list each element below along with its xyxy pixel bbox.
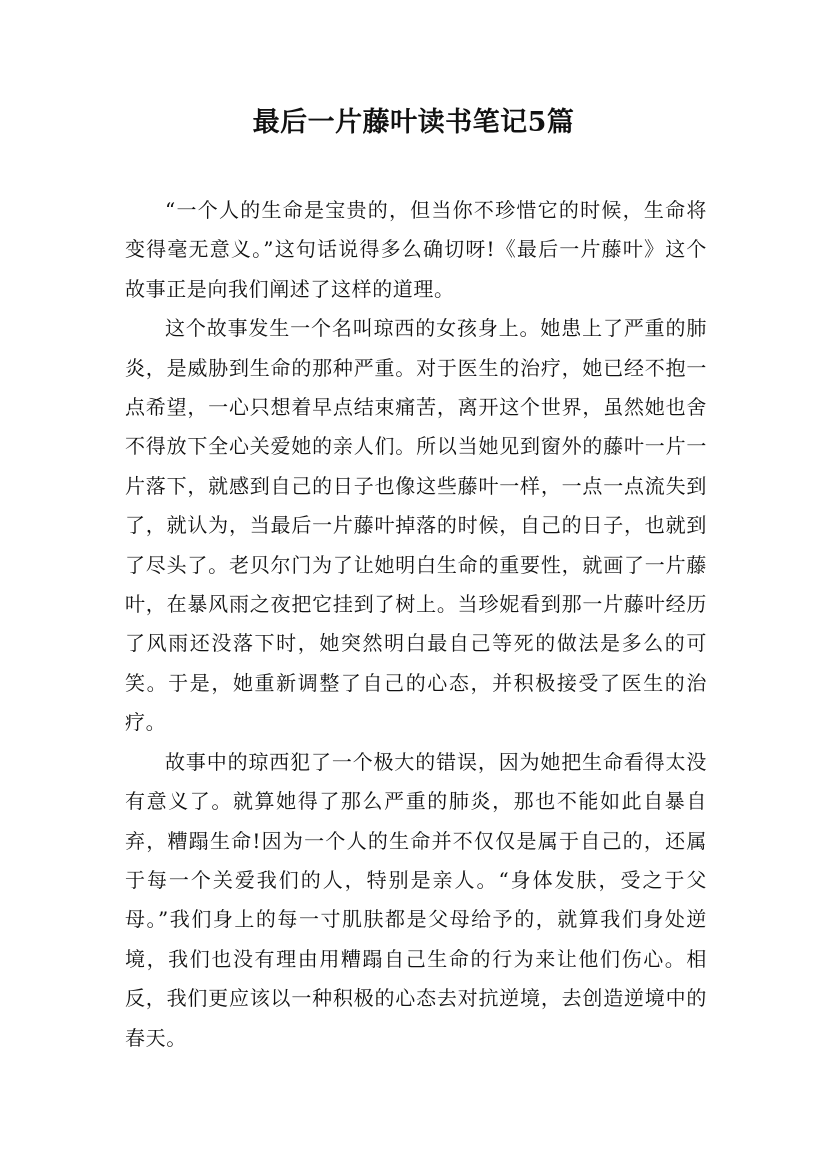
paragraph-reflection: 故事中的琼西犯了一个极大的错误，因为她把生命看得太没有意义了。就算她得了那么严重的肺炎，那也不能如此自暴自弃，糟蹋生命!因为一个人的生命并不仅仅是属于自己的，还属于每一个关爱我们的人，特别是亲人。“身体发肤，受之于父母。”我们身上的每一寸肌肤都是父母给予的，就算我们身处逆境，我们也没有理由用糟蹋自己生命的行为来让他们伤心。相反，我们更应该以一种积极的心态去对抗逆境，去创造逆境中的春天。	[125, 749, 707, 1050]
document-title: 最后一片藤叶读书笔记5篇	[252, 107, 575, 138]
paragraph-story: 这个故事发生一个名叫琼西的女孩身上。她患上了严重的肺炎，是威胁到生命的那种严重。对于医生的治疗，她已经不抱一点希望，一心只想着早点结束痛苦，离开这个世界，虽然她也舍不得放下全心关爱她的亲人们。所以当她见到窗外的藤叶一片一片落下，就感到自己的日子也像这些藤叶一样，一点一点流失到了，就认为，当最后一片藤叶掉落的时候，自己的日子，也就到了尽头了。老贝尔门为了让她明白生命的重要性，就画了一片藤叶，在暴风雨之夜把它挂到了树上。当珍妮看到那一片藤叶经历了风雨还没落下时，她突然明白最自己等死的做法是多么的可笑。于是，她重新调整了自己的心态，并积极接受了医生的治疗。	[125, 316, 707, 735]
paragraph-intro: “一个人的生命是宝贵的，但当你不珍惜它的时候，生命将变得毫无意义。”这句话说得多么确切呀!《最后一片藤叶》这个故事正是向我们阐述了这样的道理。	[125, 198, 707, 301]
document-body	[125, 191, 707, 1058]
